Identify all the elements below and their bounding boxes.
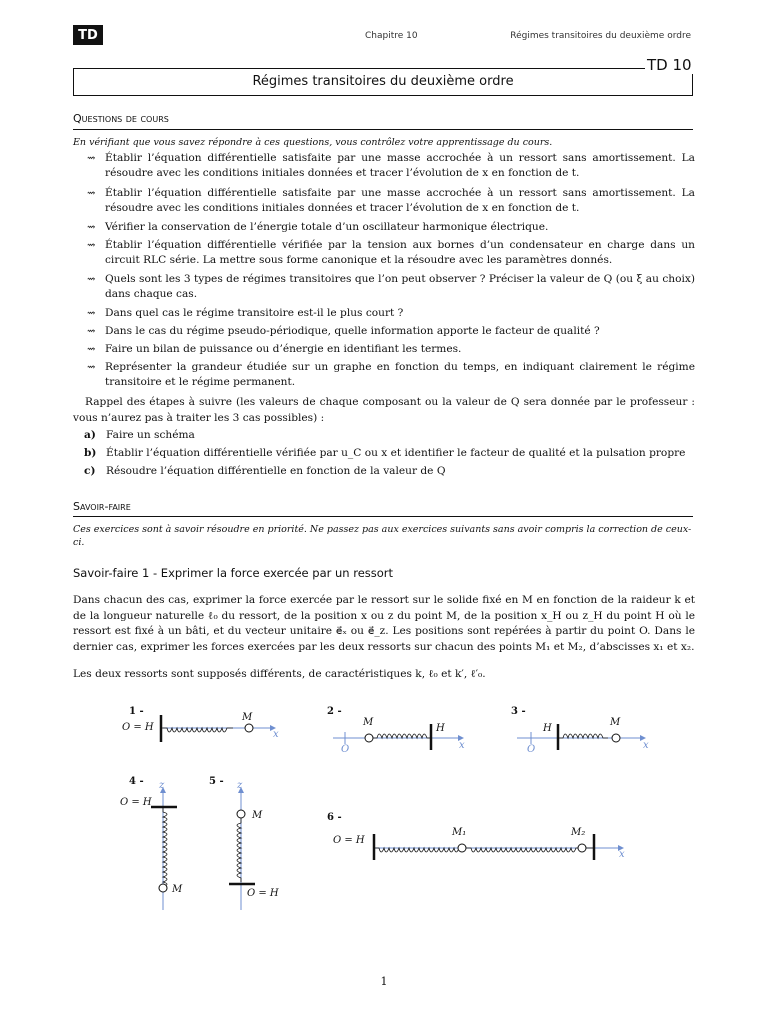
savoir-faire-1-text2: Les deux ressorts sont supposés différents, de caractéristiques k, ℓ₀ et k′, ℓ′₀. (73, 668, 486, 680)
list-item: ⇝ Dans le cas du régime pseudo-périodique, quelle information apporte le facteur de qualité ? (87, 325, 600, 337)
td-number: TD 10 (647, 56, 692, 74)
section-heading-savoir-faire: Savoir-faire (73, 500, 131, 513)
savoir-faire-intro: Ces exercices sont à savoir résoudre en priorité. Ne passez pas aux exercices suivants sans avoir compris la correction de ceux-ci. (73, 524, 692, 548)
leadsto-icon: ⇝ (87, 222, 96, 233)
list-item: ⇝ Faire un bilan de puissance ou d’énergie en identifiant les termes. (87, 343, 462, 355)
label-M: M (172, 884, 183, 895)
label-x: x (643, 740, 649, 751)
label-x: x (619, 849, 625, 860)
savoir-faire-1-title: Savoir-faire 1 - Exprimer la force exercée par un ressort (73, 566, 394, 580)
page-number: 1 (380, 975, 388, 988)
case-label: 5 - (209, 776, 224, 787)
label-z: z (159, 780, 165, 791)
leadsto-icon: ⇝ (87, 326, 96, 337)
section-rule (73, 516, 693, 517)
leadsto-icon: ⇝ (87, 344, 96, 355)
step-item: a) Faire un schéma (84, 429, 195, 441)
td-badge: TD (73, 25, 103, 45)
case-label: 4 - (129, 776, 144, 787)
label-O-eq-H: O = H (247, 888, 279, 899)
page-title: Régimes transitoires du deuxième ordre (252, 74, 514, 89)
list-item: ⇝ Établir l’équation différentielle satisfaite par une masse accrochée à un ressort sans amortissement. La résoudre avec les conditions initiales données et tracer l’évolution de x en fonction de t. (87, 187, 695, 214)
savoir-faire-1-text: Dans chacun des cas, exprimer la force exercée par le ressort sur le solide fixé en M en fonction de la raideur k et de la longueur naturelle ℓ₀ du ressort, de la position x ou z du point M, de la position x_H ou z_H du point H où le ressort est fixé à un bâti, et du vecteur unitaire e⃗ₓ ou e⃗_z. Les positions sont repérées à partir du point O. Dans le dernier cas, exprimer les forces exercées par les deux ressorts sur chacun des points M₁ et M₂, d’abscisses x₁ et x₂. (73, 594, 695, 653)
leadsto-icon: ⇝ (87, 274, 96, 285)
section-rule (73, 129, 693, 130)
chapter-label: Chapitre 10 (365, 31, 418, 41)
section-heading-questions: Questions de cours (73, 112, 169, 125)
case-label: 3 - (511, 706, 526, 717)
recall-paragraph: Rappel des étapes à suivre (les valeurs de chaque composant ou la valeur de Q sera donnée par le professeur : vous n’aurez pas à traiter les 3 cas possibles) : (73, 396, 695, 424)
label-H: H (543, 723, 552, 734)
running-title: Régimes transitoires du deuxième ordre (510, 31, 691, 41)
label-M1: M₁ (452, 827, 467, 838)
leadsto-icon: ⇝ (87, 308, 96, 319)
label-O: O (341, 744, 350, 755)
list-item: ⇝ Dans quel cas le régime transitoire est-il le plus court ? (87, 307, 404, 319)
label-O-eq-H: O = H (122, 722, 154, 733)
list-item: ⇝ Établir l’équation différentielle vérifiée par la tension aux bornes d’un condensateur en charge dans un circuit RLC série. La mettre sous forme canonique et la résoudre avec les paramètres donnés. (87, 239, 695, 266)
label-z: z (237, 780, 243, 791)
label-M: M (363, 717, 374, 728)
label-O-eq-H: O = H (120, 797, 152, 808)
label-M: M (242, 712, 253, 723)
label-M: M (252, 810, 263, 821)
leadsto-icon: ⇝ (87, 240, 96, 251)
springs-figure (115, 700, 660, 915)
case-label: 1 - (129, 706, 144, 717)
case-label: 2 - (327, 706, 342, 717)
step-item: b) Établir l’équation différentielle vérifiée par u_C ou x et identifier le facteur de qualité et la pulsation propre (84, 447, 686, 459)
step-item: c) Résoudre l’équation différentielle en fonction de la valeur de Q (84, 465, 446, 477)
leadsto-icon: ⇝ (87, 362, 96, 373)
list-item: ⇝ Représenter la grandeur étudiée sur un graphe en fonction du temps, en indiquant clairement le régime transitoire et le régime permanent. (87, 361, 695, 388)
label-x: x (273, 729, 279, 740)
list-item: ⇝ Établir l’équation différentielle satisfaite par une masse accrochée à un ressort sans amortissement. La résoudre avec les conditions initiales données et tracer l’évolution de x en fonction de t. (87, 152, 695, 179)
list-item: ⇝ Quels sont les 3 types de régimes transitoires que l’on peut observer ? Préciser la valeur de Q (ou ξ au choix) dans chaque cas. (87, 273, 695, 300)
label-M2: M₂ (571, 827, 586, 838)
list-item: ⇝ Vérifier la conservation de l’énergie totale d’un oscillateur harmonique électrique. (87, 221, 549, 233)
label-M: M (610, 717, 621, 728)
label-H: H (436, 723, 445, 734)
questions-intro: En vérifiant que vous savez répondre à ces questions, vous contrôlez votre apprentissage du cours. (73, 137, 553, 148)
leadsto-icon: ⇝ (87, 188, 96, 199)
leadsto-icon: ⇝ (87, 153, 96, 164)
label-O-eq-H: O = H (333, 835, 365, 846)
label-x: x (459, 740, 465, 751)
case-label: 6 - (327, 812, 342, 823)
label-O: O (527, 744, 536, 755)
